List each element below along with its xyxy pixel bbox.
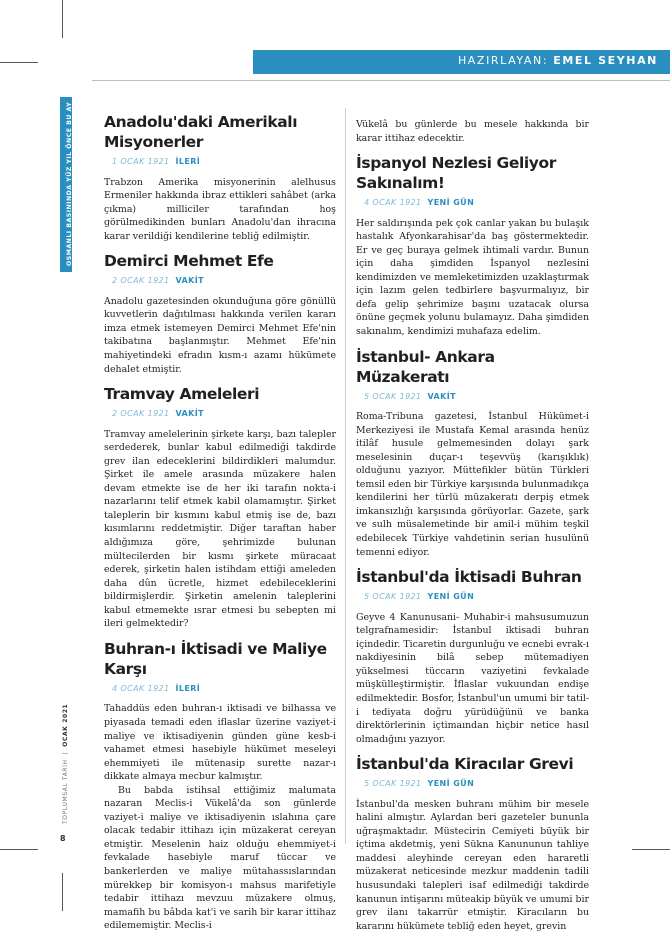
article-title: İstanbul'da İktisadi Buhran <box>356 568 582 587</box>
article-body: Roma-Tribuna gazetesi, İstanbul Hükümet-i Merkeziyesi ile Mustafa Kemal arasında henüz itilâf husule gelmemesinden dolayı şark meselesinin duçar-ı teşevvüş (karışıklık) olduğunu yazıyor. Müttefikler bütün Türkleri temsil eden bir Türkiye karşısında bulunmadıkça kendilerini her türlü müzakeratı derpiş etmek imkansızlığı karşısında görüyorlar. Gazete, şark ve sulh müsalemetinde bir amil-i mühim teşkil edebilecek Türkiye vahdetinin serian husulünü temenni ediyor. <box>356 411 589 558</box>
header-prefix: HAZIRLAYAN: <box>457 54 549 67</box>
article-date: 5 OCAK 1921 <box>364 391 422 401</box>
crop-mark <box>62 0 63 38</box>
article-body: Tahaddüs eden buhran-ı iktisadi ve bilhassa ve piyasada temadi eden iflaslar üzerine vaziyet-i maliye ve iktisadiyenin günden güne kesb-i vahamet etmesi hasebiyle hükümet meseleyi ehemmiyeti ile mütenasip surette nazar-ı dikkate almaya mecbur kalmıştır. <box>104 703 336 783</box>
article-title: Anadolu'daki Amerikalı Misyonerler <box>104 113 298 151</box>
article <box>104 384 336 631</box>
article-body: Her saldırışında pek çok canlar yakan bu bulaşık hastalık Afyonkarahisar'da baş göstermektedir. Er ve geç buraya gelmek ihtimali vardır. Bunun için daha şimdiden İspanyol nezlesini kendimizden ve memleketimizden uzaklaştırmak için lazım gelen tedbirlere başvurmalıyız, bir defa gelip şehrimize başını uzatacak olursa önüne geçmek yolunu bulamayız. Daha şimdiden sakınalım, kendimizi muhafaza edelim. <box>356 217 589 338</box>
article-date: 2 OCAK 1921 <box>112 276 170 286</box>
crop-mark <box>0 62 38 63</box>
section-label: OSMANLI BASININDA YÜZ YIL ÖNCE BU AY <box>66 101 73 266</box>
article-body: İstanbul'da mesken buhranı mühim bir mesele halini almıştır. Aylardan beri gazeteler bununla uğraşmaktadır. Müstecirin Cemiyeti büyük bir içtima akdetmiş, yeni Sükna Kanununun tahliye maddesi aleyhinde cereyan eden hararetli müzakerat neticesinde mezkur maddenin tadili hususundaki talepleri isaf edilmediği takdirde kanunun intişarını müteakip büyük ve umumi bir grev ilanı takarrür etmiştir. Kiracıların bu kararını hükümete tebliğ eden heyet, grevin <box>356 798 589 932</box>
page-number: 8 <box>60 834 66 843</box>
article-source: YENİ GÜN <box>427 779 475 789</box>
article <box>356 153 589 338</box>
article-source: VAKİT <box>175 409 204 419</box>
article-date: 5 OCAK 1921 <box>364 779 422 789</box>
article-meta <box>112 274 336 288</box>
article-meta <box>364 390 589 404</box>
article <box>104 112 336 243</box>
article-title: İstanbul'da Kiracılar Grevi <box>356 755 574 774</box>
article-title: Tramvay Ameleleri <box>104 385 260 404</box>
article-date: 5 OCAK 1921 <box>364 592 422 602</box>
article-date: 4 OCAK 1921 <box>364 198 422 208</box>
article-source: VAKİT <box>175 276 204 286</box>
article-date: 2 OCAK 1921 <box>112 409 170 419</box>
article-source: İLERİ <box>175 683 201 693</box>
column-right <box>356 118 589 933</box>
article <box>356 754 589 933</box>
article-meta <box>112 407 336 421</box>
article <box>356 567 589 746</box>
header-rule <box>92 80 670 81</box>
article-body: Geyve 4 Kanunusani- Muhabir-i mahsusumuzun telgrafnamesidir: İstanbul iktisadi buhran içindedir. Ticaretin durgunluğu ve ecnebi evrak-ı nakdiyesinin bilâ sebep mütemadiyen yükselmesi tüccarın vaziyetini fevkalade müşkülleştirmiştir. İflaslar vukuundan endişe edilmektedir. Bosfor, İstanbul'un umumi bir tatil-i tediyata doğru yürüdüğünü ve banka direktörlerinin içtimaından hiçbir netice hasıl olmadığını yazıyor. <box>356 611 589 745</box>
article-body-continued: Bu babda istihsal ettiğimiz malumata nazaran Meclis-i Vükelâ'da son günlerde vaziyet-i maliye ve iktisadiyenin ıslahına çare olacak tedabir ittihazı için müzakerat cereyan etmiştir. Meselenin haiz olduğu ehemmiyet-i fevkalade hasebiyle maruf tüccar ve bankerlerden ve maliye mütahassıslarından mürekkep bir komisyon-ı mahsus marifetiyle tedabir ittihazı mevzuu müzakere olmuş, mamafih bu bâbda kat'i ve sarih bir karar ittihaz edilememiştir. Meclis-i <box>104 784 336 932</box>
article <box>104 639 336 933</box>
header-credit <box>458 54 658 67</box>
article <box>104 251 336 376</box>
article-title: İspanyol Nezlesi Geliyor Sakınalım! <box>356 154 556 193</box>
article-date: 1 OCAK 1921 <box>112 157 170 166</box>
article-title: İstanbul- Ankara Müzakeratı <box>356 347 495 386</box>
header-author: EMEL SEYHAN <box>553 54 658 67</box>
magazine-name: TOPLUMSAL TARİH <box>62 759 69 824</box>
article <box>356 347 589 560</box>
article-continuation: Vükelâ bu günlerde bu mesele hakkında bir karar ittihaz edecektir. <box>356 119 589 144</box>
article-source: YENİ GÜN <box>427 592 475 602</box>
crop-mark <box>62 873 63 911</box>
article-source: YENİ GÜN <box>427 198 475 208</box>
crop-mark <box>632 849 670 850</box>
article-title: Demirci Mehmet Efe <box>104 252 274 271</box>
article-source: İLERİ <box>175 157 201 166</box>
article-body: Anadolu gazetesinden okunduğuna göre gönüllü kuvvetlerin dağıtılması hakkında verilen kararı imza etmek istemeyen Demirci Mehmet Efe'nin takibatına başlanmıştır. Mehmet Efe'nin mahiyetindeki efradın kısm-ı azamı hükümete dehalet etmiştir. <box>104 295 336 375</box>
article-meta <box>112 682 336 696</box>
article-date: 4 OCAK 1921 <box>112 683 170 693</box>
article-title: Buhran-ı İktisadi ve Maliye Karşı <box>104 639 327 678</box>
article-source: VAKİT <box>427 391 456 401</box>
article-meta <box>364 777 589 791</box>
crop-mark <box>0 849 38 850</box>
issue-date: OCAK 2021 <box>62 703 69 747</box>
article-meta <box>364 590 589 604</box>
footer-credit: TOPLUMSAL TARİH | OCAK 2021 <box>62 703 69 824</box>
article-meta <box>112 155 336 169</box>
header-bar <box>253 50 670 74</box>
column-divider <box>345 108 346 844</box>
column-left <box>104 112 336 933</box>
article-body: Tramvay amelelerinin şirkete karşı, bazı talepler serdederek, bunlar kabul edilmediği takdirde grev ilan edeceklerini bildirdikleri malumdur. Şirket ile amele arasında müzakere halen devam etmekte ise de her iki tarafın nokta-i nazarlarını telif etmek kabil olamamıştır. Şirket taleplerin bir kısmını kabul etmiş ise de, bazı kısımlarını reddetmiştir. Diğer taraftan haber aldığımıza göre, şehrimizde bulunan mültecilerden bir kısmı şirkete müracaat ederek, şirketin halen istihdam ettiği ameleden daha dûn ücretle, hizmet edebileceklerini bildirmişlerdir. Şirketin amelenin taleplerini kabul etmemekte ısrar etmesi bu sebepten mi ileri gelmektedir? <box>104 428 336 630</box>
article-body: Trabzon Amerika misyonerinin alelhusus Ermeniler hakkında ibraz ettikleri sahâbet (arka çıkma) milliciler tarafından hoş görülmedikinden bunları Anadolu'dan ihracına karar verildiği kendilerine tebliğ edilmiştir. <box>104 176 336 242</box>
article-meta <box>364 196 589 210</box>
